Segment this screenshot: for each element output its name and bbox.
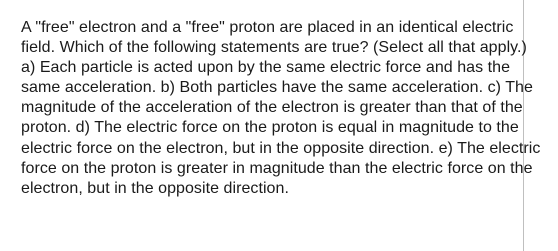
question-text: A "free" electron and a "free" proton are placed in an identical electric field. Which of the following statements are true? (Select all that apply.) a) Each particle is acted upon by the same electric force and has the same acceleration. b) Both particles have the same acceleration. c) The magnitude of the acceleration of the electron is greater than that of the proton. d) The electric force on the proton is equal in magnitude to the electric force on the electron, but in the opposite direction. e) The electric force on the proton is greater in magnitude than the electric force on the electron, but in the opposite direction. xyxy=(21,19,541,197)
